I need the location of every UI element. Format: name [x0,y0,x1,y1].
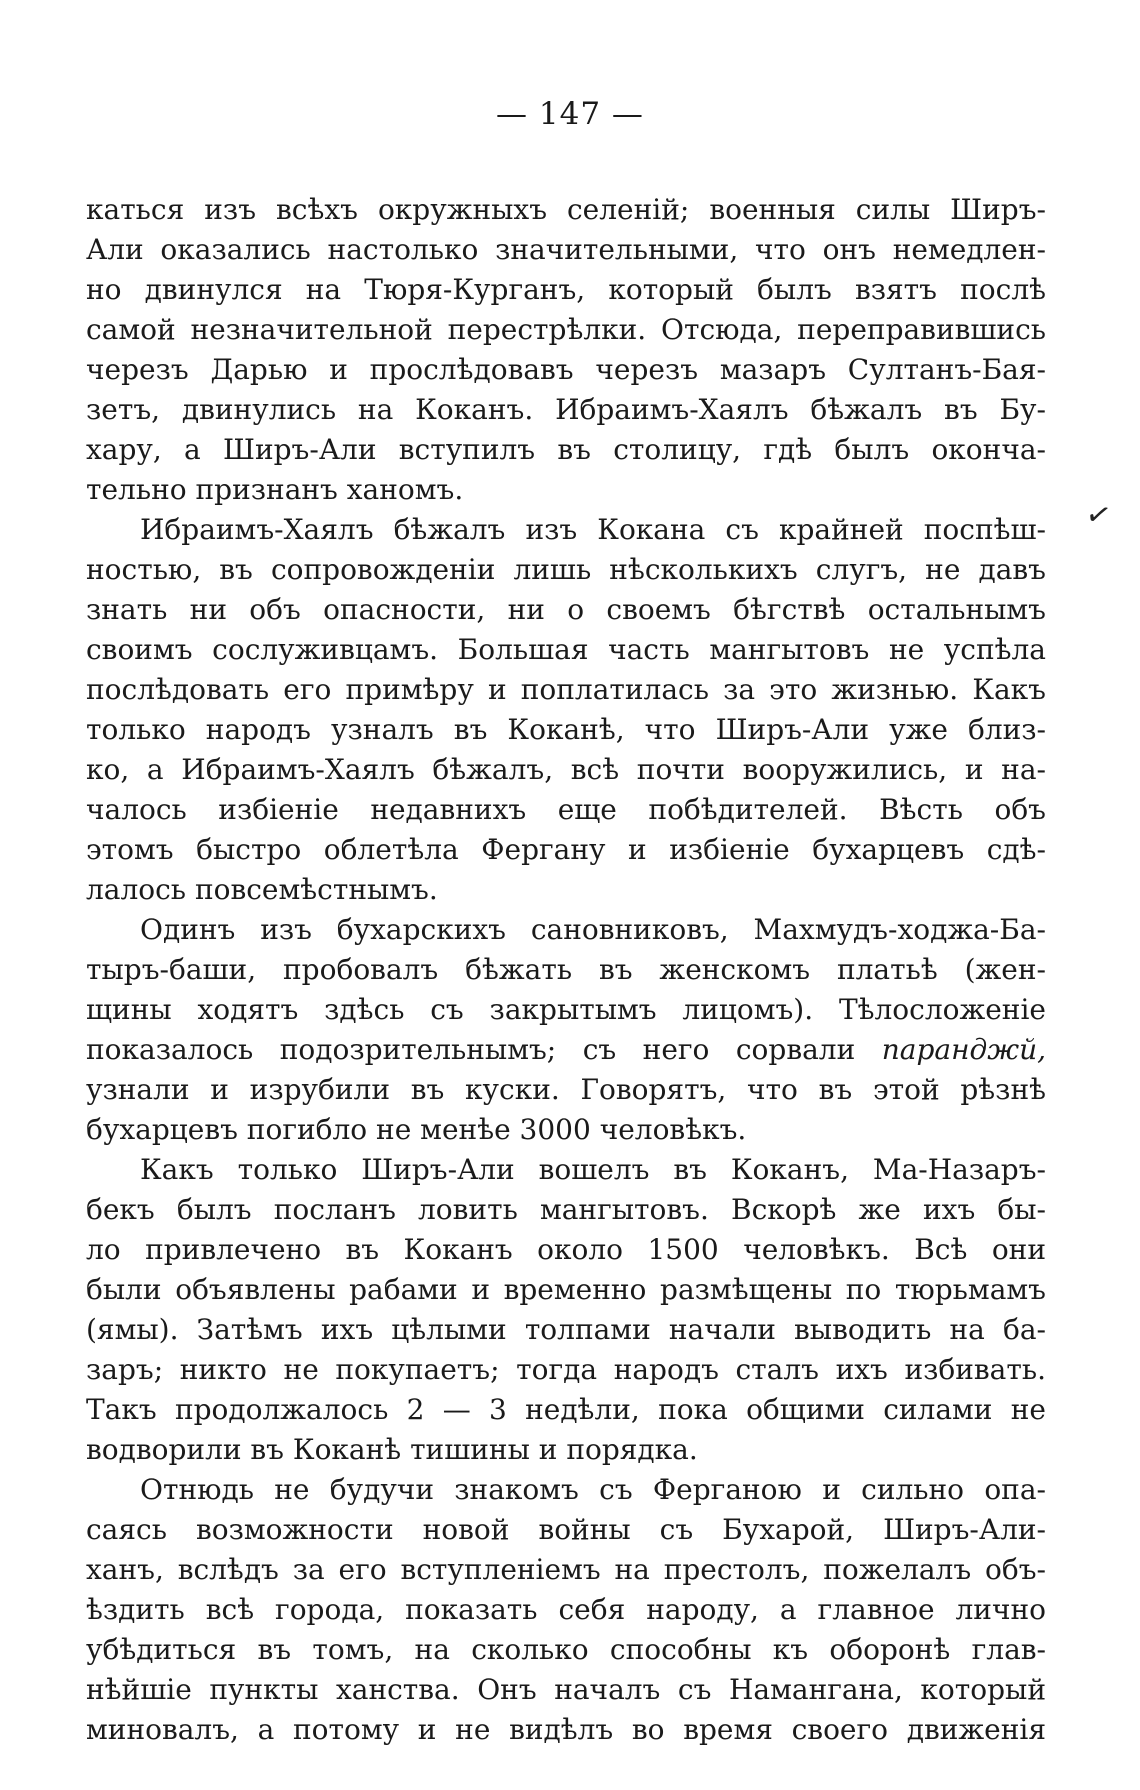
text-line: были объявлены рабами и временно размѣщены по тюрьмамъ [86,1273,1046,1306]
text-line-with-italic [86,1030,1046,1070]
paragraph-3 [86,910,1046,1150]
text-line: чалось избіеніе недавнихъ еще побѣдителей. Вѣсть объ [86,793,1046,826]
text-line: ностью, въ сопровожденіи лишь нѣсколькихъ слугъ, не давъ [86,553,1046,586]
text-line: тыръ-баши, пробовалъ бѣжать въ женскомъ платьѣ (жен- [86,953,1046,986]
text-line: миновалъ, а потому и не видѣлъ во время своего движенія [86,1713,1046,1746]
text-line: убѣдиться въ томъ, на сколько способны къ оборонѣ глав- [86,1633,1046,1666]
body-text [86,190,1046,1750]
text-line: только народъ узналъ въ Коканѣ, что Ширъ-Али уже близ- [86,713,1046,746]
text-line: знать ни объ опасности, ни о своемъ бѣгствѣ остальнымъ [86,593,1046,626]
text-segment: показалось подозрительнымъ; съ него сорвали [86,1033,856,1066]
paragraph-5 [86,1470,1046,1750]
paragraph-4 [86,1150,1046,1470]
text-line: Ибраимъ-Хаялъ бѣжалъ изъ Кокана съ крайней поспѣш- [140,513,1046,546]
text-line: самой незначительной перестрѣлки. Отсюда, переправившись [86,313,1046,346]
text-line: ханъ, вслѣдъ за его вступленіемъ на престолъ, пожелалъ объ- [86,1553,1046,1586]
text-line: ло привлечено въ Коканъ около 1500 человѣкъ. Всѣ они [86,1233,1046,1266]
page-number: — 147 — [496,96,644,132]
text-line: этомъ быстро облетѣла Фергану и избіеніе бухарцевъ сдѣ- [86,833,1046,866]
text-line: заръ; никто не покупаетъ; тогда народъ сталъ ихъ избивать. [86,1353,1046,1386]
text-line: хару, а Ширъ-Али вступилъ въ столицу, гдѣ былъ оконча- [86,433,1046,466]
text-line: бухарцевъ погибло не менѣе 3000 человѣкъ. [86,1113,747,1146]
text-line: бекъ былъ посланъ ловить мангытовъ. Вскорѣ же ихъ бы- [86,1193,1046,1226]
text-line: своимъ сослуживцамъ. Большая часть мангытовъ не успѣла [86,633,1046,666]
text-line: лалось повсемѣстнымъ. [86,873,438,906]
text-line: черезъ Дарью и прослѣдовавъ черезъ мазаръ Султанъ-Бая- [86,353,1046,386]
text-line: нѣйшіе пункты ханства. Онъ началъ съ Намангана, который [86,1673,1046,1706]
text-line: ѣздить всѣ города, показать себя народу, а главное лично [86,1593,1046,1626]
text-line: Одинъ изъ бухарскихъ сановниковъ, Махмудъ-ходжа-Ба- [140,913,1046,946]
text-line: послѣдовать его примѣру и поплатилась за это жизнью. Какъ [86,673,1046,706]
text-line: зетъ, двинулись на Коканъ. Ибраимъ-Хаялъ бѣжалъ въ Бу- [86,393,1046,426]
text-line: (ямы). Затѣмъ ихъ цѣлыми толпами начали выводить на ба- [86,1313,1046,1346]
text-line: узнали и изрубили въ куски. Говорятъ, что въ этой рѣзнѣ [86,1073,1046,1106]
text-line: но двинулся на Тюря-Курганъ, который былъ взятъ послѣ [86,273,1046,306]
text-line: ко, а Ибраимъ-Хаялъ бѣжалъ, всѣ почти вооружились, и на- [86,753,1046,786]
italic-term: паранджй, [881,1033,1046,1066]
text-line: Какъ только Ширъ-Али вошелъ въ Коканъ, Ма-Назаръ- [140,1153,1046,1186]
text-line: Такъ продолжалось 2 — 3 недѣли, пока общими силами не [86,1393,1046,1426]
text-line: саясь возможности новой войны съ Бухарой, Ширъ-Али- [86,1513,1046,1546]
text-line: щины ходятъ здѣсь съ закрытымъ лицомъ). Тѣлосложеніе [86,993,1046,1026]
text-line: тельно признанъ ханомъ. [86,473,464,506]
paragraph-1 [86,190,1046,510]
text-line: каться изъ всѣхъ окружныхъ селеній; военныя силы Ширъ- [86,193,1046,226]
text-line: Али оказались настолько значительными, что онъ немедлен- [86,233,1046,266]
text-line: Отнюдь не будучи знакомъ съ Ферганою и сильно опа- [140,1473,1046,1506]
paragraph-2 [86,510,1046,910]
margin-check-mark: ✓ [1082,495,1115,536]
text-line: водворили въ Коканѣ тишины и порядка. [86,1433,698,1466]
